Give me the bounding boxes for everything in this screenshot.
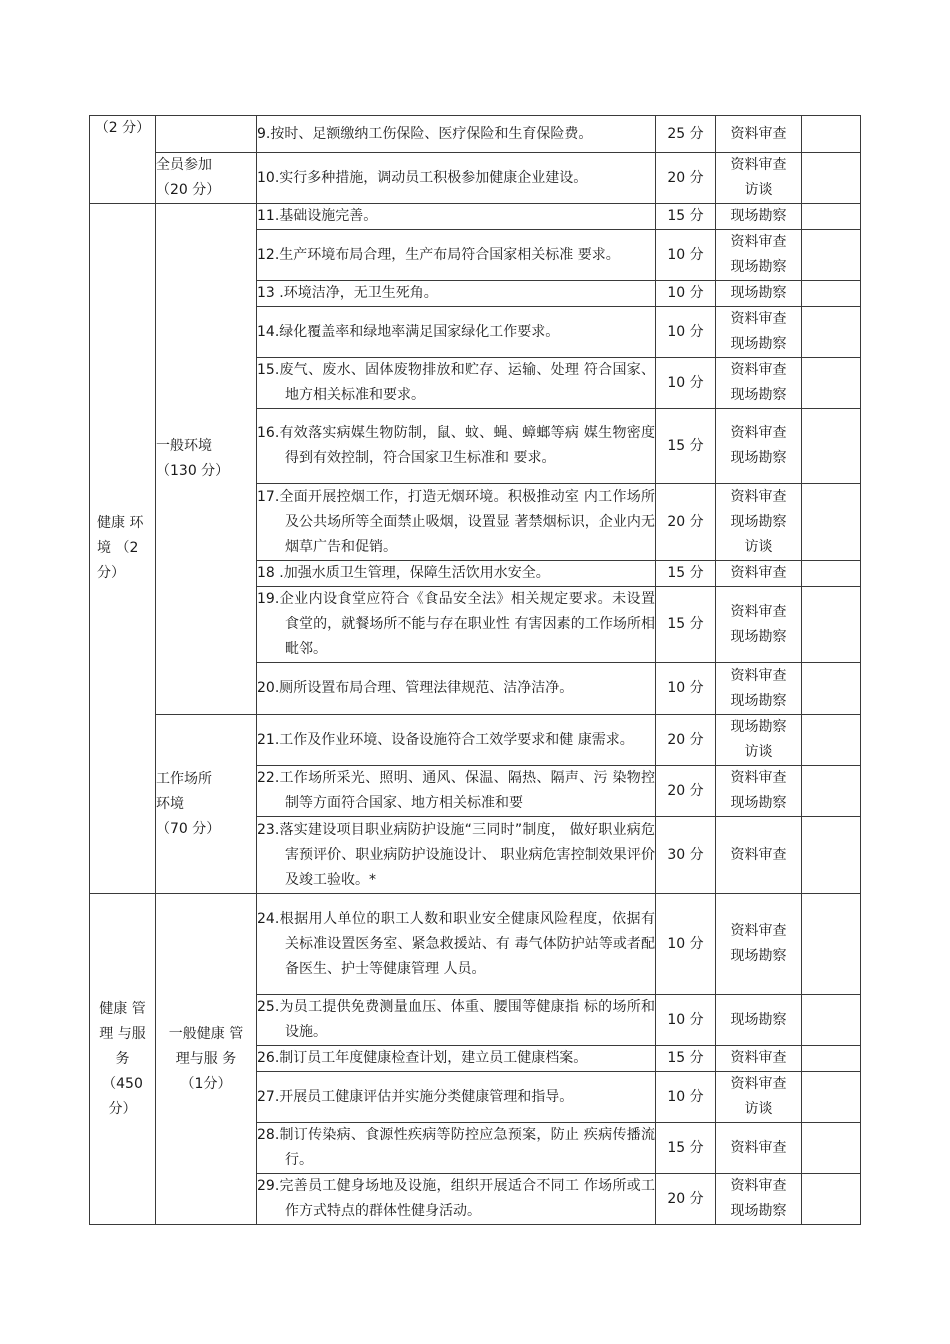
item-blank bbox=[802, 307, 861, 358]
category-level1: （2 分） bbox=[90, 116, 156, 204]
item-text: 19.企业内设食堂应符合《食品安全法》相关规定要求。未设置食堂的，就餐场所不能与存在职业性 有害因素的工作场所相毗邻。 bbox=[257, 587, 656, 663]
item-score: 20 分 bbox=[656, 1174, 716, 1225]
item-method: 资料审查 bbox=[716, 561, 802, 587]
item-method: 资料审查 现场勘察 bbox=[716, 663, 802, 715]
item-score: 10 分 bbox=[656, 1072, 716, 1123]
item-method: 现场勘察 bbox=[716, 204, 802, 230]
item-text: 12.生产环境布局合理，生产布局符合国家相关标准 要求。 bbox=[257, 230, 656, 281]
item-blank bbox=[802, 587, 861, 663]
item-score: 30 分 bbox=[656, 817, 716, 894]
item-score: 15 分 bbox=[656, 1123, 716, 1174]
table-row bbox=[90, 894, 861, 995]
item-text: 16.有效落实病媒生物防制，鼠、蚊、蝇、蟑螂等病 媒生物密度得到有效控制，符合国家卫生标准和 要求。 bbox=[257, 409, 656, 484]
item-method: 资料审查 访谈 bbox=[716, 153, 802, 204]
item-blank bbox=[802, 230, 861, 281]
item-score: 20 分 bbox=[656, 484, 716, 561]
category-level2-empty bbox=[156, 116, 257, 153]
category-level2: 一般健康 管 理与服 务 （1分） bbox=[156, 894, 257, 1225]
item-score: 10 分 bbox=[656, 307, 716, 358]
item-blank bbox=[802, 116, 861, 153]
category-level1: 健康 管 理 与服 务 （450 分） bbox=[90, 894, 156, 1225]
item-score: 10 分 bbox=[656, 281, 716, 307]
item-score: 15 分 bbox=[656, 561, 716, 587]
item-blank bbox=[802, 715, 861, 766]
item-score: 25 分 bbox=[656, 116, 716, 153]
category-level2: 工作场所 环境 （70 分） bbox=[156, 715, 257, 894]
item-text: 23.落实建设项目职业病防护设施“三同时”制度， 做好职业病危害预评价、职业病防护设施设计、 职业病危害控制效果评价及竣工验收。* bbox=[257, 817, 656, 894]
table-row bbox=[90, 204, 861, 230]
item-score: 10 分 bbox=[656, 358, 716, 409]
item-score: 15 分 bbox=[656, 1046, 716, 1072]
table-row bbox=[90, 153, 861, 204]
item-method: 资料审查 现场勘察 访谈 bbox=[716, 484, 802, 561]
item-method: 资料审查 现场勘察 bbox=[716, 587, 802, 663]
item-text: 13 .环境洁净，无卫生死角。 bbox=[257, 281, 656, 307]
item-score: 10 分 bbox=[656, 230, 716, 281]
item-method: 资料审查 bbox=[716, 1123, 802, 1174]
item-text: 25.为员工提供免费测量血压、体重、腰围等健康指 标的场所和设施。 bbox=[257, 995, 656, 1046]
table-row bbox=[90, 116, 861, 153]
item-text: 17.全面开展控烟工作，打造无烟环境。积极推动室 内工作场所及公共场所等全面禁止吸烟，设置显 著禁烟标识，企业内无烟草广告和促销。 bbox=[257, 484, 656, 561]
item-text: 10.实行多种措施，调动员工积极参加健康企业建设。 bbox=[257, 153, 656, 204]
item-method: 现场勘察 bbox=[716, 995, 802, 1046]
item-blank bbox=[802, 153, 861, 204]
item-method: 资料审查 访谈 bbox=[716, 1072, 802, 1123]
item-text: 18 .加强水质卫生管理，保障生活饮用水安全。 bbox=[257, 561, 656, 587]
item-blank bbox=[802, 1072, 861, 1123]
item-score: 10 分 bbox=[656, 995, 716, 1046]
item-text: 21.工作及作业环境、设备设施符合工效学要求和健 康需求。 bbox=[257, 715, 656, 766]
item-blank bbox=[802, 766, 861, 817]
item-method: 现场勘察 bbox=[716, 281, 802, 307]
item-text: 14.绿化覆盖率和绿地率满足国家绿化工作要求。 bbox=[257, 307, 656, 358]
item-blank bbox=[802, 1174, 861, 1225]
item-method: 资料审查 bbox=[716, 116, 802, 153]
item-text: 28.制订传染病、食源性疾病等防控应急预案，防止 疾病传播流行。 bbox=[257, 1123, 656, 1174]
item-method: 资料审查 bbox=[716, 1046, 802, 1072]
item-method: 资料审查 现场勘察 bbox=[716, 766, 802, 817]
item-method: 资料审查 现场勘察 bbox=[716, 1174, 802, 1225]
item-score: 15 分 bbox=[656, 409, 716, 484]
item-text: 24.根据用人单位的职工人数和职业安全健康风险程度，依据有关标准设置医务室、紧急救援站、有 毒气体防护站等或者配备医生、护士等健康管理 人员。 bbox=[257, 894, 656, 995]
item-score: 15 分 bbox=[656, 204, 716, 230]
category-level1: 健康 环 境 （2 分） bbox=[90, 204, 156, 894]
item-blank bbox=[802, 817, 861, 894]
item-blank bbox=[802, 409, 861, 484]
item-method: 资料审查 现场勘察 bbox=[716, 230, 802, 281]
item-text: 22.工作场所采光、照明、通风、保温、隔热、隔声、污 染物控制等方面符合国家、地方相关标准和要 bbox=[257, 766, 656, 817]
item-method: 资料审查 现场勘察 bbox=[716, 358, 802, 409]
category-level2: 全员参加 （20 分） bbox=[156, 153, 257, 204]
item-blank bbox=[802, 358, 861, 409]
item-blank bbox=[802, 561, 861, 587]
item-blank bbox=[802, 1123, 861, 1174]
item-text: 20.厕所设置布局合理、管理法律规范、洁净洁净。 bbox=[257, 663, 656, 715]
item-text: 11.基础设施完善。 bbox=[257, 204, 656, 230]
item-method: 资料审查 现场勘察 bbox=[716, 307, 802, 358]
item-blank bbox=[802, 281, 861, 307]
item-score: 20 分 bbox=[656, 153, 716, 204]
item-method: 资料审查 现场勘察 bbox=[716, 409, 802, 484]
item-blank bbox=[802, 995, 861, 1046]
item-score: 20 分 bbox=[656, 715, 716, 766]
item-text: 15.废气、废水、固体废物排放和贮存、运输、处理 符合国家、地方相关标准和要求。 bbox=[257, 358, 656, 409]
item-blank bbox=[802, 204, 861, 230]
item-blank bbox=[802, 663, 861, 715]
item-score: 20 分 bbox=[656, 766, 716, 817]
item-method: 资料审查 bbox=[716, 817, 802, 894]
item-blank bbox=[802, 894, 861, 995]
item-blank bbox=[802, 1046, 861, 1072]
item-score: 15 分 bbox=[656, 587, 716, 663]
category-level2: 一般环境 （130 分） bbox=[156, 204, 257, 715]
item-text: 26.制订员工年度健康检查计划，建立员工健康档案。 bbox=[257, 1046, 656, 1072]
item-text: 29.完善员工健身场地及设施，组织开展适合不同工 作场所或工作方式特点的群体性健身活动。 bbox=[257, 1174, 656, 1225]
item-method: 资料审查 现场勘察 bbox=[716, 894, 802, 995]
evaluation-table bbox=[89, 115, 861, 1225]
item-method: 现场勘察 访谈 bbox=[716, 715, 802, 766]
item-score: 10 分 bbox=[656, 663, 716, 715]
item-text: 27.开展员工健康评估并实施分类健康管理和指导。 bbox=[257, 1072, 656, 1123]
table-row bbox=[90, 715, 861, 766]
item-blank bbox=[802, 484, 861, 561]
item-score: 10 分 bbox=[656, 894, 716, 995]
item-text: 9.按时、足额缴纳工伤保险、医疗保险和生育保险费。 bbox=[257, 116, 656, 153]
